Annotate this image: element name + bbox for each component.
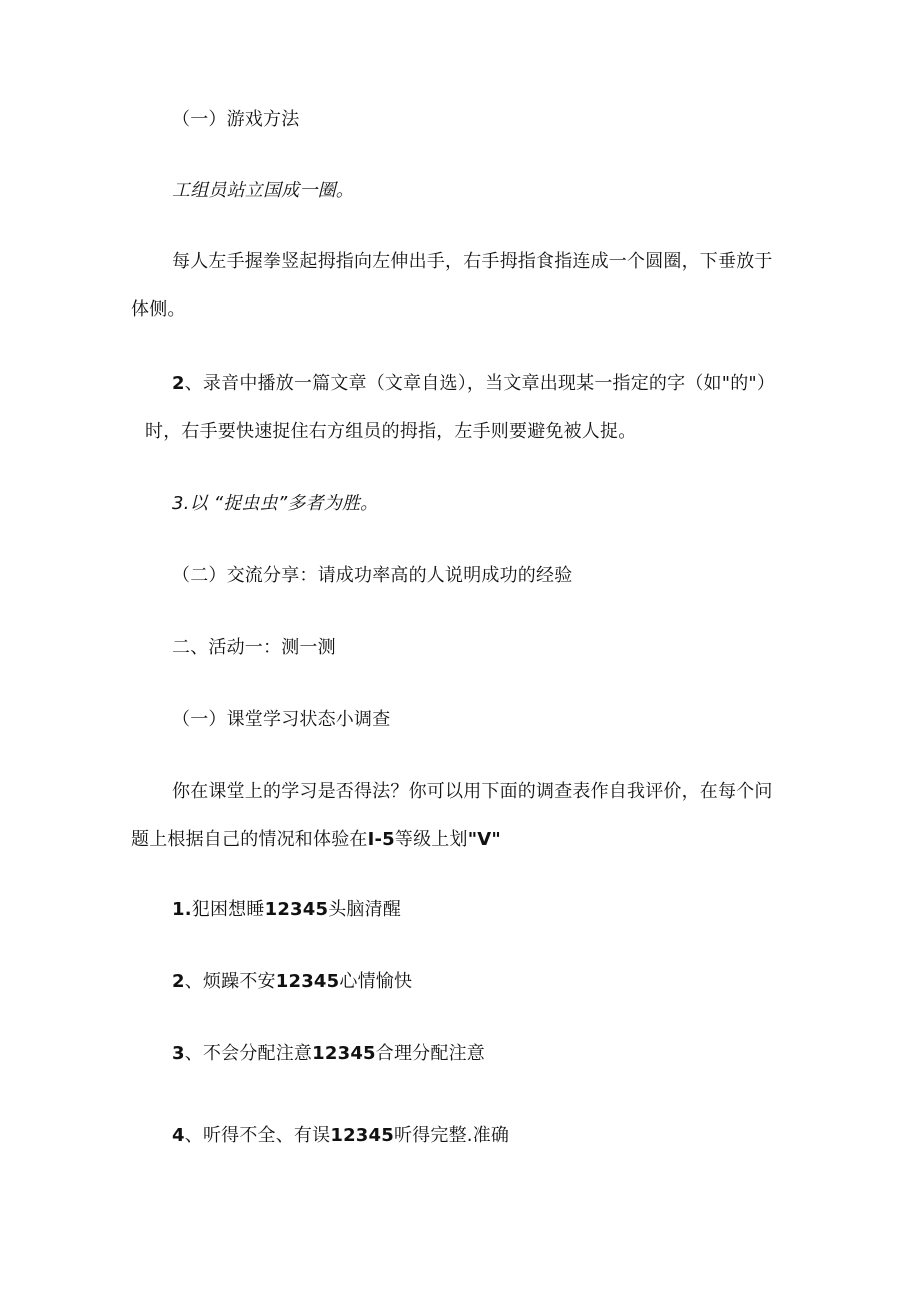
item-low-label: 犯困想睡 xyxy=(191,899,265,920)
game-step-2-line-2: 时，右手要快速捉住右方组员的拇指，左手则要避免被人捉。 xyxy=(145,421,637,442)
item-high-label: 合理分配注意 xyxy=(375,1043,485,1064)
survey-item xyxy=(172,1124,509,1148)
item-separator: 、 xyxy=(184,971,203,992)
item-high-label: 头脑清醒 xyxy=(328,899,402,920)
section2-heading: （二）交流分享：请成功率高的人说明成功的经验 xyxy=(172,565,573,586)
item-separator: 、 xyxy=(184,1043,203,1064)
item-separator: . xyxy=(184,899,192,920)
scale-range: I-5 xyxy=(367,829,395,850)
item-low-label: 不会分配注意 xyxy=(202,1043,313,1064)
check-mark-symbol: "V" xyxy=(467,829,502,850)
item-scale: 12345 xyxy=(312,1043,376,1064)
item-number: 4 xyxy=(172,1125,185,1146)
game-step-3: 3.以 “捉虫虫”多者为胜。 xyxy=(172,493,379,514)
intro-text: 题上根据自己的情况和体验在 xyxy=(131,829,368,850)
game-description-line-1: 每人左手握拳竖起拇指向左伸出手，右手拇指食指连成一个圆圈，下垂放于 xyxy=(172,251,773,272)
intro-text-2: 等级上划 xyxy=(394,829,468,850)
item-low-label: 烦躁不安 xyxy=(202,971,276,992)
step-number: 2 xyxy=(172,373,185,394)
item-high-label: 听得完整.准确 xyxy=(393,1125,510,1146)
survey-intro-line-2 xyxy=(131,828,501,852)
item-scale: 12345 xyxy=(275,971,340,992)
item-number: 3 xyxy=(172,1043,185,1064)
game-step-1: 工组员站立国成一圈。 xyxy=(172,180,354,201)
item-scale: 12345 xyxy=(330,1125,394,1146)
survey-heading: （一）课堂学习状态小调查 xyxy=(172,709,391,730)
survey-item xyxy=(172,1042,485,1066)
game-step-2-line-1 xyxy=(172,372,775,396)
item-number: 2 xyxy=(172,971,185,992)
item-high-label: 心情愉快 xyxy=(339,971,413,992)
activity-heading: 二、活动一：测一测 xyxy=(172,637,336,658)
survey-item xyxy=(172,898,401,922)
section1-heading: （一）游戏方法 xyxy=(172,109,300,130)
survey-item xyxy=(172,970,412,994)
item-scale: 12345 xyxy=(264,899,329,920)
step-text: 、录音中播放一篇文章（文章自选），当文章出现某一指定的字（如"的"） xyxy=(184,373,776,394)
item-separator: 、 xyxy=(184,1125,203,1146)
item-number: 1 xyxy=(172,899,185,920)
item-low-label: 听得不全、有误 xyxy=(202,1125,331,1146)
survey-intro-line-1: 你在课堂上的学习是否得法？你可以用下面的调查表作自我评价，在每个问 xyxy=(172,781,773,802)
game-description-line-2: 体侧。 xyxy=(131,299,186,320)
